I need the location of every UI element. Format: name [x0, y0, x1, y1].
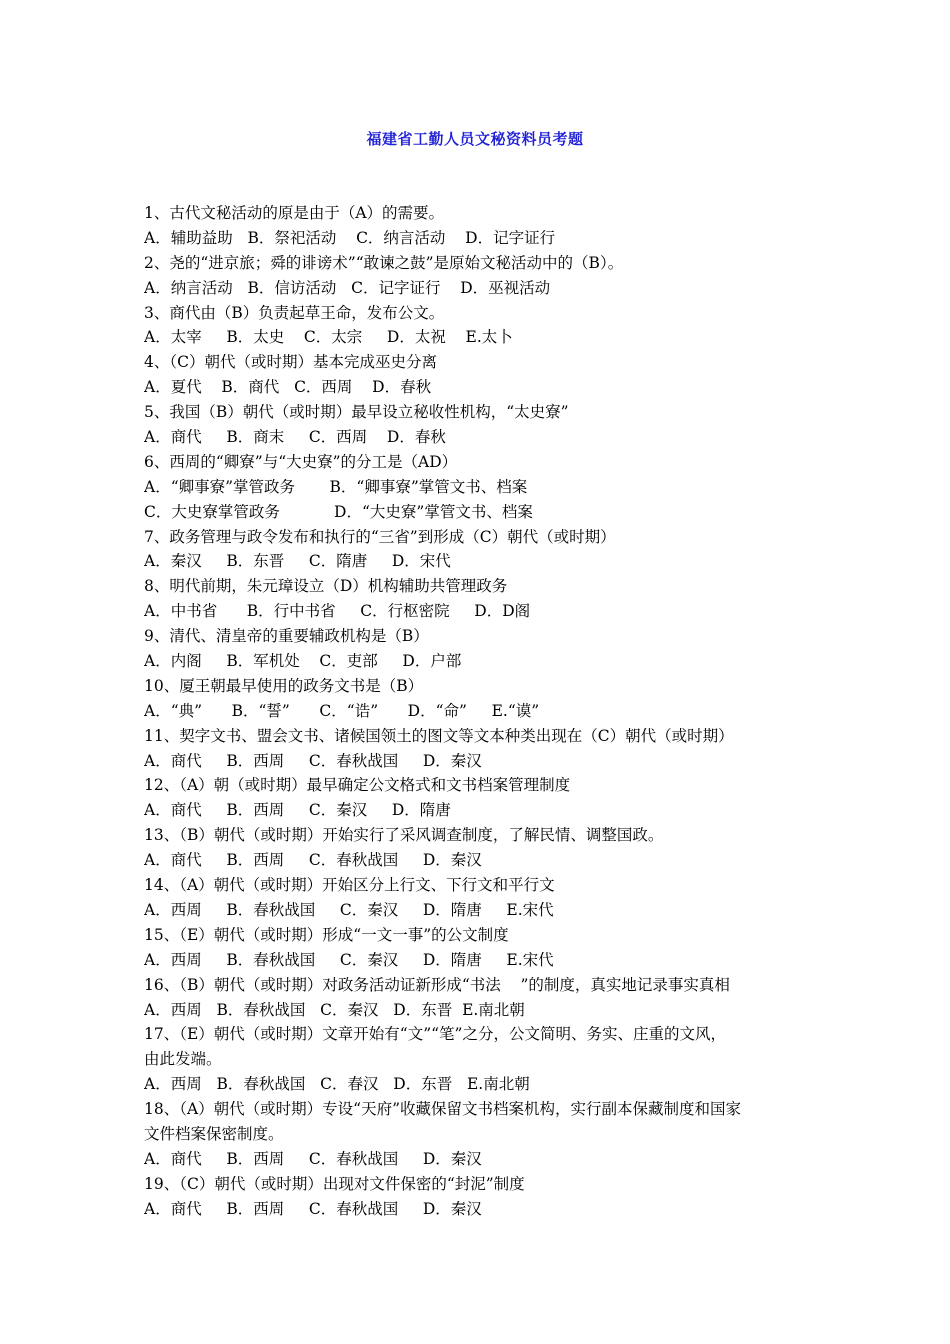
answer-options-line: A．西周 B．春秋战国 C．秦汉 D．隋唐 E.宋代: [144, 900, 554, 919]
question-line: 19、（C）朝代（或时期）出现对文件保密的“封泥”制度: [144, 1174, 525, 1193]
answer-options-line: A．商代 B．西周 C．秦汉 D．隋唐: [144, 801, 451, 820]
answer-options-line: A．“卿事寮”掌管政务 B．“卿事寮”掌管文书、档案: [144, 477, 528, 496]
question-line: 12、（A）朝（或时期）最早确定公文格式和文书档案管理制度: [144, 776, 571, 795]
question-line: 17、（E）朝代（或时期）文章开始有“文”“笔”之分，公文简明、务实、庄重的文风，: [144, 1025, 726, 1044]
answer-options-line: A．商代 B．商末 C．西周 D．春秋: [144, 428, 446, 447]
question-list: [144, 201, 824, 1222]
question-line: 10、厦王朝最早使用的政务文书是（B）: [144, 676, 424, 695]
question-line: 14、（A）朝代（或时期）开始区分上行文、下行文和平行文: [144, 876, 555, 895]
question-line: 9、清代、清皇帝的重要辅政机构是（B）: [144, 627, 429, 646]
answer-options-line: A．商代 B．西周 C．春秋战国 D．秦汉: [144, 851, 482, 870]
question-line: 文件档案保密制度。: [144, 1124, 284, 1143]
answer-options-line: C．大史寮掌管政务 D．“大史寮”掌管文书、档案: [144, 502, 533, 521]
question-line: 2、尧的“进京旅；舜的诽谤术”“敢谏之鼓”是原始文秘活动中的（B）。: [144, 253, 624, 272]
question-line: 5、我国（B）朝代（或时期）最早设立秘收性机构，“太史寮”: [144, 403, 569, 422]
document-title: 福建省工勤人员文秘资料员考题: [366, 130, 584, 148]
question-line: 11、契字文书、盟会文书、诸候国领土的图文等文本种类出现在（C）朝代（或时期）: [144, 726, 734, 745]
answer-options-line: A．西周 B．春秋战国 C．春汉 D．东晋 E.南北朝: [144, 1075, 530, 1094]
question-line: 13、（B）朝代（或时期）开始实行了采风调查制度，了解民情、调整国政。: [144, 826, 664, 845]
question-line: 4、（C）朝代（或时期）基本完成巫史分离: [144, 353, 437, 372]
answer-options-line: A．商代 B．西周 C．春秋战国 D．秦汉: [144, 1199, 482, 1218]
answer-options-line: A．秦汉 B．东晋 C．隋唐 D．宋代: [144, 552, 451, 571]
answer-options-line: A．夏代 B．商代 C．西周 D．春秋: [144, 378, 432, 397]
answer-options-line: A．纳言活动 B．信访活动 C．记字证行 D．巫视活动: [144, 278, 551, 297]
answer-options-line: A．商代 B．西周 C．春秋战国 D．秦汉: [144, 1149, 482, 1168]
answer-options-line: A．太宰 B．太史 C．太宗 D．太祝 E.太卜: [144, 328, 513, 347]
question-line: 16、（B）朝代（或时期）对政务活动证新形成“书法 ”的制度，真实地记录事实真相: [144, 975, 730, 994]
answer-options-line: A．西周 B．春秋战国 C．秦汉 D．东晋 E.南北朝: [144, 1000, 525, 1019]
answer-options-line: A．商代 B．西周 C．春秋战国 D．秦汉: [144, 751, 482, 770]
question-line: 18、（A）朝代（或时期）专设“天府”收藏保留文书档案机构，实行副本保藏制度和国家: [144, 1100, 742, 1119]
question-line: 1、古代文秘活动的原是由于（A）的需要。: [144, 204, 445, 222]
answer-options-line: A．“典” B．“誓” C．“诰” D．“命” E.“谟”: [144, 701, 540, 720]
answer-options-line: A．中书省 B．行中书省 C．行枢密院 D．D阁: [144, 602, 531, 621]
question-line: 6、西周的“卿寮”与“大史寮”的分工是（AD）: [144, 452, 458, 471]
answer-options-line: A．西周 B．春秋战国 C．秦汉 D．隋唐 E.宋代: [144, 950, 554, 969]
answer-options-line: A．辅助益助 B．祭祀活动 C．纳言活动 D．记字证行: [144, 228, 556, 247]
question-line: 8、明代前期，朱元璋设立（D）机构辅助共管理政务: [144, 577, 508, 596]
question-line: 15、（E）朝代（或时期）形成“一文一事”的公文制度: [144, 925, 509, 944]
question-line: 由此发端。: [144, 1050, 222, 1069]
answer-options-line: A．内阁 B．军机处 C．吏部 D．户部: [144, 652, 462, 671]
question-line: 3、商代由（B）负责起草王命，发布公文。: [144, 303, 445, 322]
question-line: 7、政务管理与政令发布和执行的“三省”到形成（C）朝代（或时期）: [144, 527, 616, 546]
